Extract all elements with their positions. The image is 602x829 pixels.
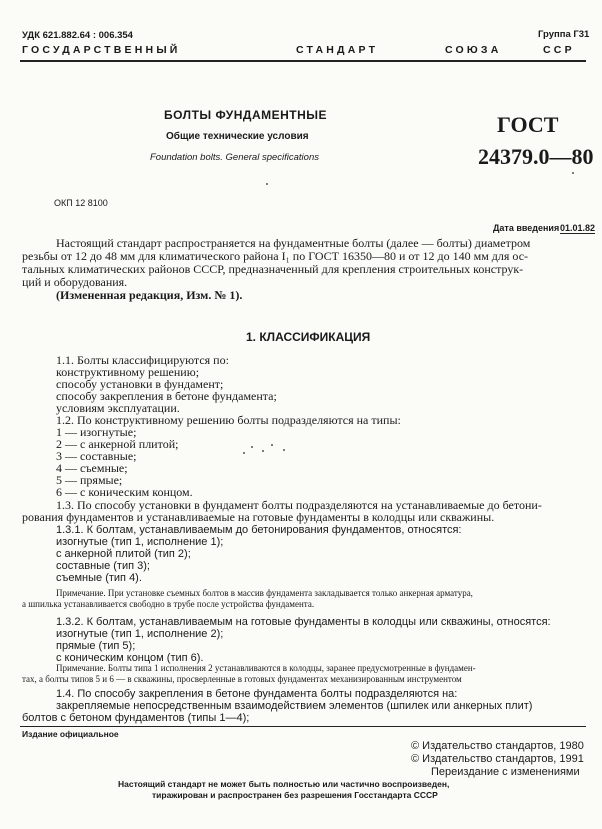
p11-item-4: условиям эксплуатации. bbox=[56, 401, 180, 415]
copyright-notice-2: тиражирован и распространен без разрешения Госстандарта СССР bbox=[152, 790, 438, 800]
header-word-state: ГОСУДАРСТВЕННЫЙ bbox=[22, 44, 181, 56]
date-value: 01.01.82 bbox=[560, 223, 596, 233]
intro-line-3: тальных климатических районов СССР, предназначенный для крепления строительных конструк- bbox=[22, 262, 524, 276]
note1-line-2: а шпилька устанавливается свободно в трубе после устройства фундамента. bbox=[22, 599, 315, 609]
okp-code: ОКП 12 8100 bbox=[54, 198, 108, 208]
header-word-standard: СТАНДАРТ bbox=[296, 44, 379, 56]
p132-head: 1.3.2. К болтам, устанавливаемым на готовые фундаменты в колодцы или скважины, относятся: bbox=[56, 616, 551, 628]
p13-line-2: рования фундаментов и устанавливаемые на готовые фундаменты в колодцы или скважины. bbox=[22, 510, 495, 524]
note2-line-2: тах, а болты типов 5 и 6 — в скважины, просверленные в готовых фундаментах механизированным инструментом bbox=[22, 674, 462, 684]
reprint-note: Переиздание с изменениями bbox=[431, 766, 580, 778]
p131-item-1: изогнутые (тип 1, исполнение 1); bbox=[56, 536, 224, 548]
type-2: 2 — с анкерной плитой; bbox=[56, 437, 179, 451]
scan-speck bbox=[243, 452, 245, 454]
p131-item-3: составные (тип 3); bbox=[56, 560, 150, 572]
footer-rule bbox=[20, 726, 586, 727]
p11-head: 1.1. Болты классифицируются по: bbox=[56, 353, 229, 367]
revision-note: (Измененная редакция, Изм. № 1). bbox=[56, 288, 243, 302]
header-word-ussr: ССР bbox=[543, 44, 575, 56]
scan-speck bbox=[283, 449, 285, 451]
copyright-notice-1: Настоящий стандарт не может быть полностью или частично воспроизведен, bbox=[118, 779, 450, 789]
copyright-1991: © Издательство стандартов, 1991 bbox=[411, 753, 584, 765]
type-4: 4 — съемные; bbox=[56, 461, 128, 475]
copyright-1980: © Издательство стандартов, 1980 bbox=[411, 740, 584, 752]
gost-label: ГОСТ bbox=[497, 112, 559, 137]
p11-item-3: способу закрепления в бетоне фундамента; bbox=[56, 389, 277, 403]
scan-speck bbox=[572, 172, 574, 174]
p12-head: 1.2. По конструктивному решению болты подразделяются на типы: bbox=[56, 413, 401, 427]
group-code: Группа Г31 bbox=[538, 29, 590, 40]
p132-item-2: прямые (тип 5); bbox=[56, 640, 136, 652]
p131-item-2: с анкерной плитой (тип 2); bbox=[56, 548, 191, 560]
header-word-union: СОЮЗА bbox=[445, 44, 502, 56]
note2-line-1: Примечание. Болты типа 1 исполнения 2 устанавливаются в колодцы, заранее предусмотренные в фундамен- bbox=[56, 663, 476, 673]
p14-line-1: 1.4. По способу закрепления в бетоне фундамента болты подразделяются на: bbox=[56, 688, 458, 700]
gost-number: 24379.0—80 bbox=[478, 144, 594, 169]
scan-speck bbox=[266, 183, 268, 185]
scan-speck bbox=[262, 450, 264, 452]
type-6: 6 — с коническим концом. bbox=[56, 485, 193, 499]
p11-item-1: конструктивному решению; bbox=[56, 365, 200, 379]
type-1: 1 — изогнутые; bbox=[56, 425, 137, 439]
p13-line-1: 1.3. По способу установки в фундамент болты подразделяются на устанавливаемые до бетони- bbox=[56, 498, 542, 512]
type-3: 3 — составные; bbox=[56, 449, 137, 463]
note1-line-1: Примечание. При установке съемных болтов в массив фундамента закладывается только анкерная арматура, bbox=[56, 588, 473, 598]
p14-line-3: болтов с бетоном фундаментов (типы 1—4); bbox=[22, 712, 250, 724]
p131-head: 1.3.1. К болтам, устанавливаемым до бетонирования фундаментов, относятся: bbox=[56, 524, 462, 536]
subtitle-ru: Общие технические условия bbox=[166, 131, 309, 142]
date-label: Дата введения bbox=[493, 223, 560, 233]
title-ru: БОЛТЫ ФУНДАМЕНТНЫЕ bbox=[164, 108, 328, 122]
header-rule bbox=[20, 60, 586, 62]
p132-item-1: изогнутые (тип 1, исполнение 2); bbox=[56, 628, 224, 640]
title-en: Foundation bolts. General specifications bbox=[150, 152, 319, 163]
p132-item-3: с коническим концом (тип 6). bbox=[56, 652, 204, 664]
scan-speck bbox=[271, 444, 273, 446]
intro-line-4: ций и оборудования. bbox=[22, 275, 128, 289]
udk-code: УДК 621.882.64 : 006.354 bbox=[22, 30, 133, 41]
p131-item-4: съемные (тип 4). bbox=[56, 572, 142, 584]
intro-line-1: Настоящий стандарт распространяется на фундаментные болты (далее — болты) диаметром bbox=[56, 236, 531, 250]
type-5: 5 — прямые; bbox=[56, 473, 123, 487]
p14-line-2: закрепляемые непосредственным взаимодействием элементов (шпилек или анкерных плит) bbox=[56, 700, 533, 712]
official-edition: Издание официальное bbox=[22, 729, 119, 739]
scan-speck bbox=[251, 446, 253, 448]
intro-line-2: резьбы от 12 до 48 мм для климатического района I₁ по ГОСТ 16350—80 и от 12 до 140 мм для ос- bbox=[22, 249, 529, 263]
p11-item-2: способу установки в фундамент; bbox=[56, 377, 224, 391]
section-heading: 1. КЛАССИФИКАЦИЯ bbox=[246, 330, 371, 344]
